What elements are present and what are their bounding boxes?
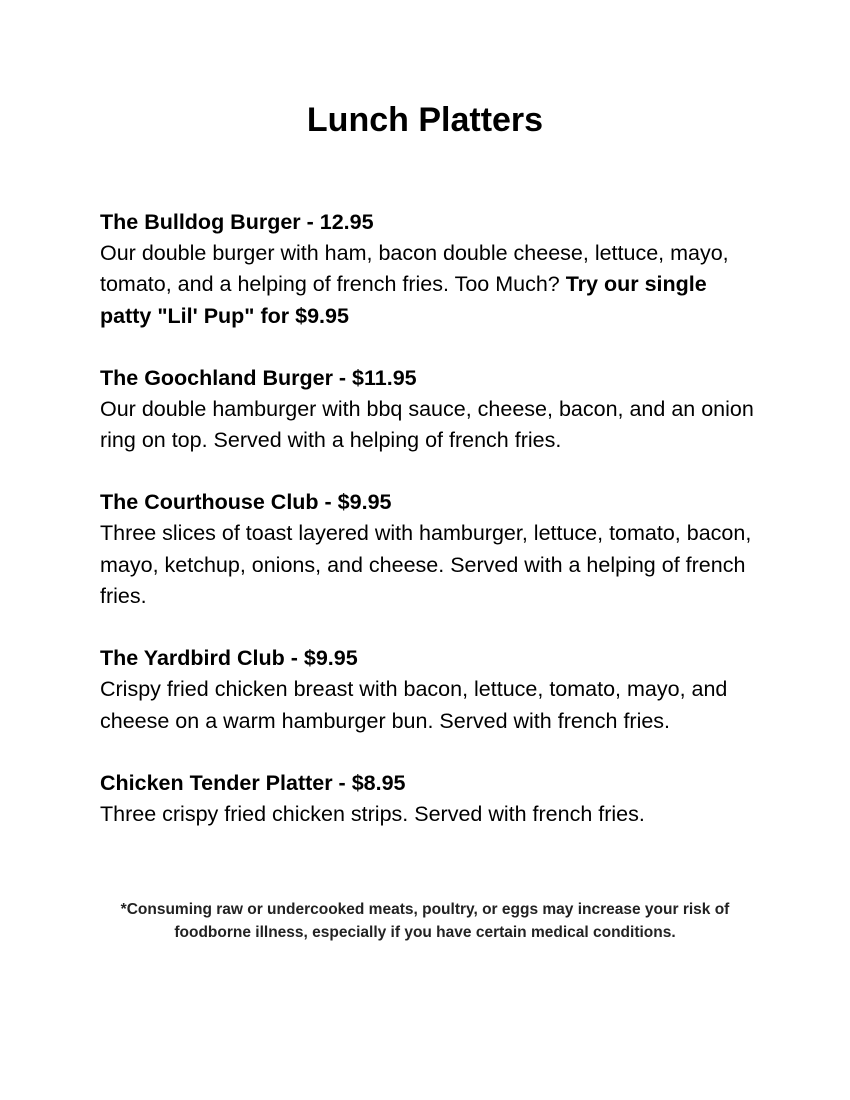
menu-item-bulldog-burger xyxy=(100,207,760,332)
menu-item-heading: The Yardbird Club - $9.95 xyxy=(100,646,358,671)
menu-item-description: Crispy fried chicken breast with bacon, lettuce, tomato, mayo, and cheese on a warm hamburger bun. Served with french fries. xyxy=(100,677,728,733)
menu-item-courthouse-club xyxy=(100,487,760,612)
menu-item-yardbird-club xyxy=(100,643,760,737)
menu-item-chicken-tender-platter xyxy=(100,768,760,830)
menu-item-description: Three slices of toast layered with hamburger, lettuce, tomato, bacon, mayo, ketchup, onions, and cheese. Served with a helping of french fries. xyxy=(100,521,752,609)
menu-item-heading: The Goochland Burger - $11.95 xyxy=(100,365,417,390)
menu-item-description: Three crispy fried chicken strips. Served with french fries. xyxy=(100,801,645,826)
menu-item-heading: The Courthouse Club - $9.95 xyxy=(100,490,392,515)
menu-item-goochland-burger xyxy=(100,363,760,457)
menu-item-description xyxy=(100,238,760,332)
menu-item-upsell: Try our single patty "Lil' Pup" for $9.95 xyxy=(100,272,707,328)
food-safety-footnote: *Consuming raw or undercooked meats, poultry, or eggs may increase your risk of foodborne illness, especially if you have certain medical conditions. xyxy=(120,901,730,941)
menu-item-description-text: Our double burger with ham, bacon double cheese, lettuce, mayo, tomato, and a helping of french fries. Too Much? xyxy=(100,241,729,297)
menu-item-heading: The Bulldog Burger - 12.95 xyxy=(100,210,374,234)
page-title: Lunch Platters xyxy=(306,101,544,139)
menu-item-description: Our double hamburger with bbq sauce, cheese, bacon, and an onion ring on top. Served with a helping of french fries. xyxy=(100,396,754,453)
menu-item-heading: Chicken Tender Platter - $8.95 xyxy=(100,770,406,795)
menu-list xyxy=(100,207,760,861)
